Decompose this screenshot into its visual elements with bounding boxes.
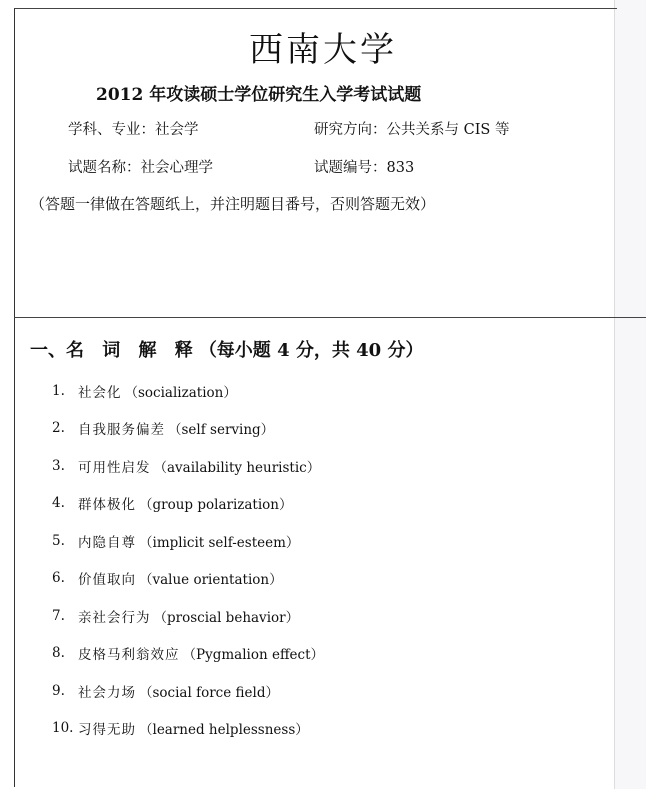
term-chinese: 内隐自尊 [78,534,136,551]
term-item [52,522,324,560]
term-item [52,410,324,448]
term-item [52,485,324,523]
section-divider [14,317,646,318]
university-title: 西南大学 [249,30,397,70]
paper-code-info: 试题编号：833 [314,160,415,176]
term-number: 6. [52,570,65,587]
term-number: 2. [52,420,65,437]
term-chinese: 社会力场 [78,684,136,701]
exam-title: 2012 年攻读硕士学位研究生入学考试试题 [96,85,422,105]
term-item [52,672,324,710]
term-english: （self serving） [168,422,275,439]
term-english: （proscial behavior） [153,609,300,626]
term-english: （social force field） [139,684,279,701]
term-item [52,597,324,635]
term-english: （availability heuristic） [153,459,321,476]
term-number: 3. [52,457,65,474]
term-number: 1. [52,382,65,399]
term-chinese: 皮格马利翁效应 [78,647,180,664]
term-number: 4. [52,495,65,512]
term-english: （learned helplessness） [139,722,309,739]
term-chinese: 价值取向 [78,572,136,589]
term-english: （implicit self-esteem） [139,534,300,551]
term-item [52,447,324,485]
term-number: 10. [52,720,74,737]
page-edge-strip [614,0,646,789]
term-chinese: 习得无助 [78,722,136,739]
term-chinese: 社会化 [78,384,122,401]
answer-instruction: （答题一律做在答题纸上，并注明题目番号，否则答题无效） [30,195,436,213]
term-chinese: 可用性启发 [78,459,151,476]
term-english: （socialization） [124,384,237,401]
subject-info: 学科、专业：社会学 [68,122,199,138]
term-chinese: 群体极化 [78,497,136,514]
term-item [52,372,324,410]
section-title: 名 词 解 释 [66,340,199,361]
term-chinese: 自我服务偏差 [78,422,165,439]
term-item [52,635,324,673]
section-score-note: （每小题 4 分，共 40 分） [198,340,424,361]
section-heading [30,336,423,362]
term-item [52,710,324,748]
term-number: 7. [52,607,65,624]
term-chinese: 亲社会行为 [78,609,151,626]
term-number: 8. [52,645,65,662]
paper-name-info: 试题名称：社会心理学 [68,160,213,176]
term-number: 5. [52,532,65,549]
term-english: （group polarization） [139,497,293,514]
term-item [52,560,324,598]
term-english: （value orientation） [139,572,283,589]
research-direction-info: 研究方向：公共关系与 CIS 等 [314,122,510,138]
section-number: 一、 [30,340,66,361]
term-number: 9. [52,682,65,699]
term-list [52,372,324,747]
term-english: （Pygmalion effect） [182,647,325,664]
